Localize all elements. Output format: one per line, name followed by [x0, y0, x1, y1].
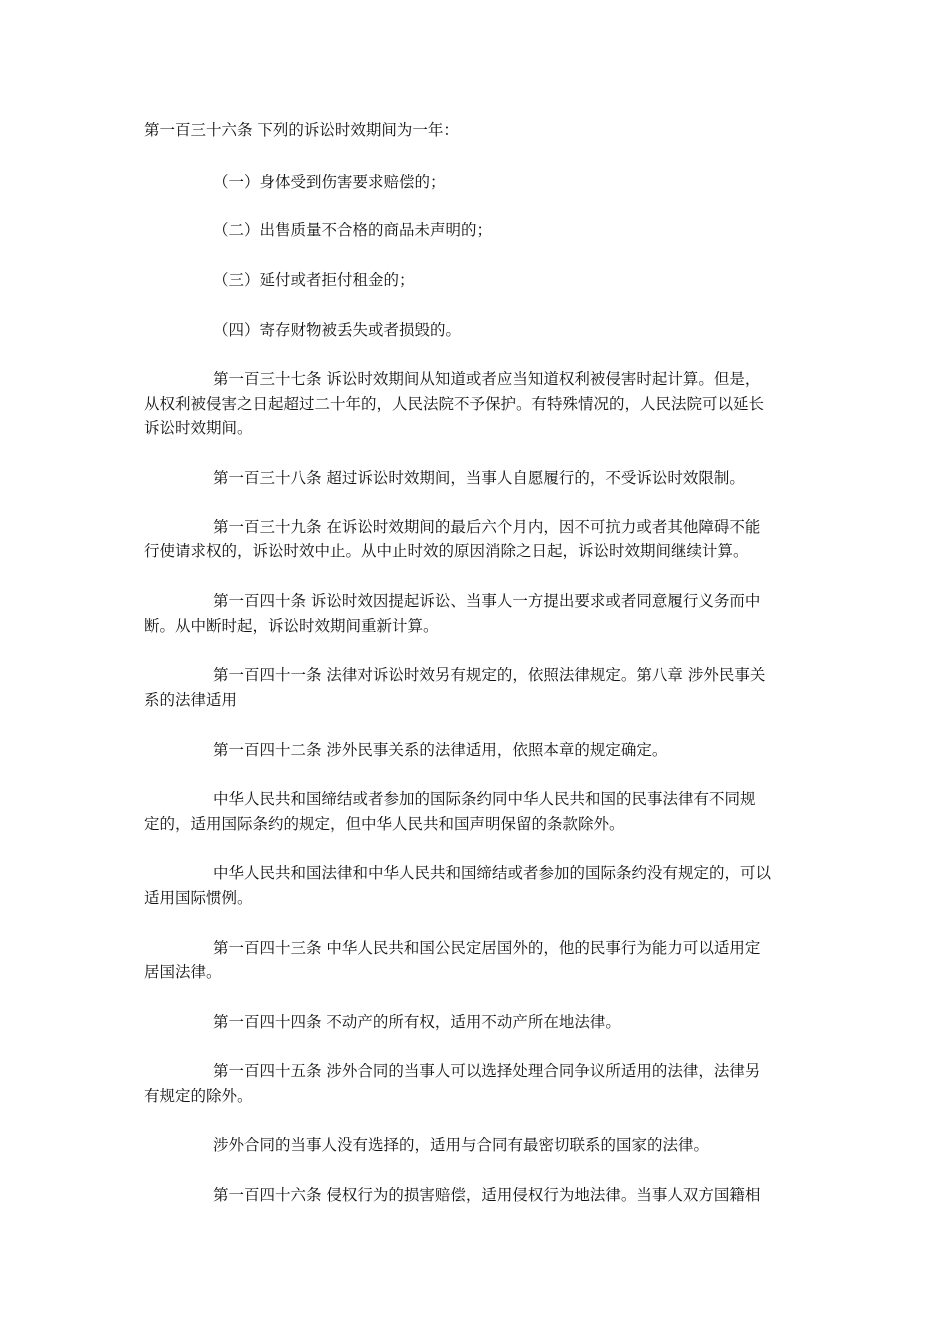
text-line: （三）延付或者拒付租金的；	[213, 271, 415, 289]
text-line: 第一百三十六条 下列的诉讼时效期间为一年：	[144, 121, 459, 139]
text-line: 定的，适用国际条约的规定，但中华人民共和国声明保留的条款除外。	[144, 815, 625, 833]
text-line: 从权利被侵害之日起超过二十年的，人民法院不予保护。有特殊情况的，人民法院可以延长	[144, 395, 765, 413]
text-line: 第一百四十五条 涉外合同的当事人可以选择处理合同争议所适用的法律，法律另	[213, 1062, 761, 1080]
text-line: 第一百三十九条 在诉讼时效期间的最后六个月内，因不可抗力或者其他障碍不能	[213, 518, 761, 536]
text-line: 第一百四十一条 法律对诉讼时效另有规定的，依照法律规定。第八章 涉外民事关	[213, 666, 766, 684]
text-line: 适用国际惯例。	[144, 889, 253, 907]
text-line: 第一百三十八条 超过诉讼时效期间，当事人自愿履行的，不受诉讼时效限制。	[213, 469, 745, 487]
text-line: 系的法律适用	[144, 691, 238, 709]
text-line: 有规定的除外。	[144, 1087, 253, 1105]
text-line: （四）寄存财物被丢失或者损毁的。	[213, 321, 462, 339]
text-line: 第一百四十二条 涉外民事关系的法律适用，依照本章的规定确定。	[213, 741, 668, 759]
text-line: 行使请求权的，诉讼时效中止。从中止时效的原因消除之日起，诉讼时效期间继续计算。	[144, 542, 749, 560]
text-line: 第一百三十七条 诉讼时效期间从知道或者应当知道权利被侵害时起计算。但是，	[213, 370, 761, 388]
text-line: （一）身体受到伤害要求赔偿的；	[213, 173, 446, 191]
text-line: 诉讼时效期间。	[144, 419, 253, 437]
text-line: 第一百四十条 诉讼时效因提起诉讼、当事人一方提出要求或者同意履行义务而中	[213, 592, 761, 610]
text-line: 第一百四十四条 不动产的所有权，适用不动产所在地法律。	[213, 1013, 621, 1031]
text-line: 中华人民共和国缔结或者参加的国际条约同中华人民共和国的民事法律有不同规	[213, 790, 756, 808]
text-line: 涉外合同的当事人没有选择的，适用与合同有最密切联系的国家的法律。	[213, 1136, 710, 1154]
text-line: 中华人民共和国法律和中华人民共和国缔结或者参加的国际条约没有规定的，可以	[213, 864, 772, 882]
text-line: 居国法律。	[144, 963, 222, 981]
text-line: 第一百四十六条 侵权行为的损害赔偿，适用侵权行为地法律。当事人双方国籍相	[213, 1186, 761, 1204]
text-line: （二）出售质量不合格的商品未声明的；	[213, 221, 493, 239]
text-line: 断。从中断时起，诉讼时效期间重新计算。	[144, 617, 439, 635]
text-line: 第一百四十三条 中华人民共和国公民定居国外的，他的民事行为能力可以适用定	[213, 939, 761, 957]
